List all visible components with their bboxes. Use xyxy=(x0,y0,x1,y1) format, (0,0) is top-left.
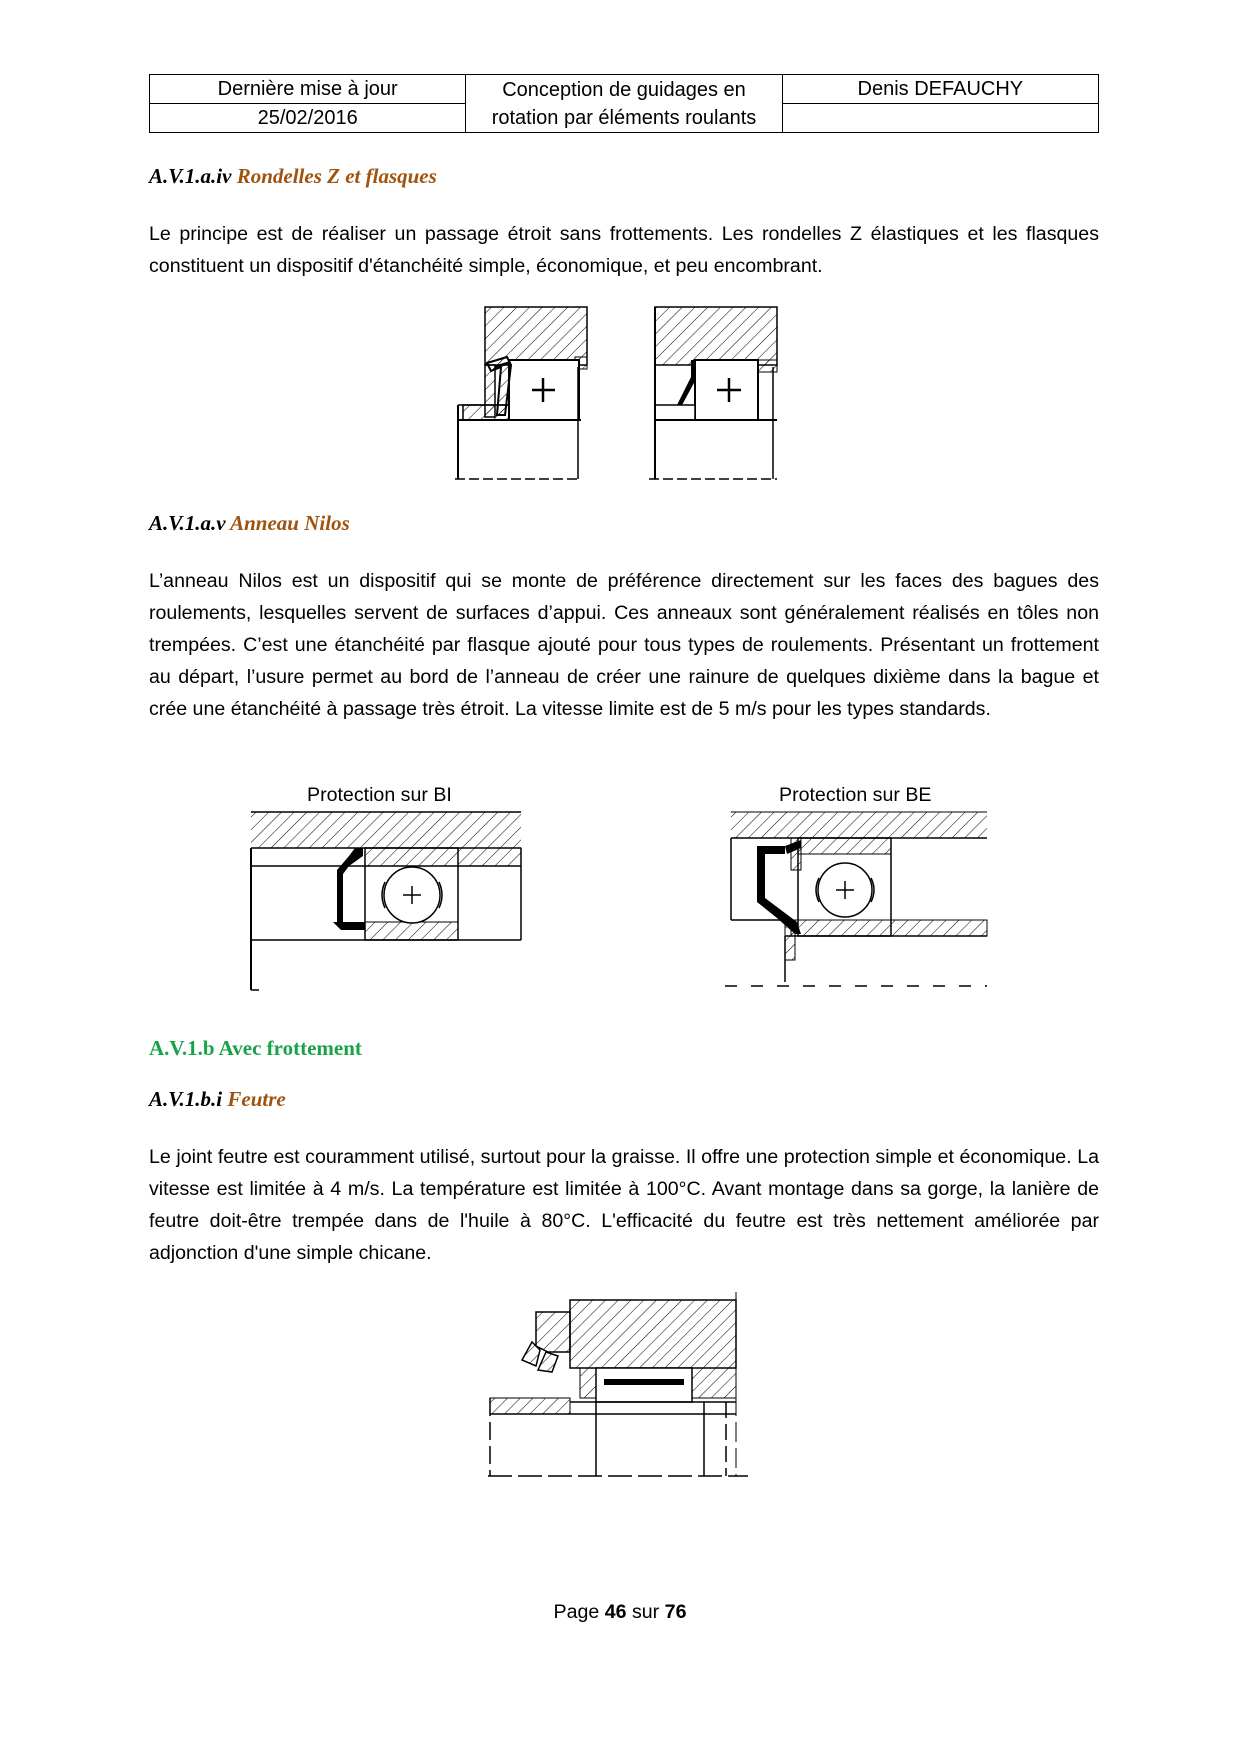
heading-number: A.V.1.b xyxy=(149,1036,215,1060)
heading-number: A.V.1.a.iv xyxy=(149,164,232,188)
document-title xyxy=(466,75,782,133)
author: Denis DEFAUCHY xyxy=(782,75,1098,104)
heading-title: Avec frottement xyxy=(218,1036,362,1060)
heading-title: Rondelles Z et flasques xyxy=(236,164,437,188)
heading-avec-frottement xyxy=(149,1036,362,1061)
heading-feutre xyxy=(149,1087,286,1112)
figure-feutre-chicane xyxy=(488,1290,763,1480)
document-title-line1: Conception de guidages en xyxy=(502,78,746,101)
heading-number: A.V.1.a.v xyxy=(149,511,226,535)
page-footer xyxy=(0,1601,1240,1624)
document-title-line2: rotation par éléments roulants xyxy=(491,106,757,129)
heading-title: Feutre xyxy=(227,1087,286,1111)
update-date: 25/02/2016 xyxy=(150,104,466,133)
heading-rondelles xyxy=(149,164,437,189)
heading-nilos xyxy=(149,511,350,536)
caption-protection-be: Protection sur BE xyxy=(779,784,932,806)
heading-number: A.V.1.b.i xyxy=(149,1087,223,1111)
paragraph-feutre: Le joint feutre est couramment utilisé, surtout pour la graisse. Il offre une protection simple et économique. La vitesse est limitée à 4 m/s. La température est limitée à 100°C. Avant montage dans sa gorge, la lanière de feutre doit-être trempée dans de l'huile à 80°C. L'efficacité du feutre est très nettement améliorée par adjonction d'une simple chicane. xyxy=(149,1146,1099,1264)
empty-cell xyxy=(782,104,1098,133)
heading-title: Anneau Nilos xyxy=(230,511,350,535)
caption-protection-bi: Protection sur BI xyxy=(307,784,452,806)
total-pages: 76 xyxy=(664,1601,687,1623)
header-table xyxy=(149,74,1099,133)
figure-flasque xyxy=(649,307,777,479)
page-number: 46 xyxy=(604,1601,627,1623)
paragraph-rondelles: Le principe est de réaliser un passage étroit sans frottements. Les rondelles Z élastiques et les flasques constituent un dispositif d'étanchéité simple, économique, et peu encombrant. xyxy=(149,223,1099,277)
of-label: sur xyxy=(631,1601,660,1623)
figure-rondelle-z xyxy=(455,307,587,479)
figure-rondelles-flasques xyxy=(455,305,795,481)
last-update-label: Dernière mise à jour xyxy=(150,75,466,104)
figure-nilos-bi xyxy=(245,810,525,995)
figure-nilos-be xyxy=(725,810,990,995)
paragraph-nilos: L’anneau Nilos est un dispositif qui se monte de préférence directement sur les faces des bagues des roulements, lesquelles servent de surfaces d’appui. Ces anneaux sont généralement réalisés en tôles non trempées. C’est une étanchéité par flasque ajouté pour tous types de roulements. Présentant un frottement au départ, l’usure permet au bord de l’anneau de créer une rainure de quelques dixième dans la bague et crée une étanchéité à passage très étroit. La vitesse limite est de 5 m/s pour les types standards. xyxy=(149,570,1099,720)
page-label: Page xyxy=(553,1601,600,1623)
